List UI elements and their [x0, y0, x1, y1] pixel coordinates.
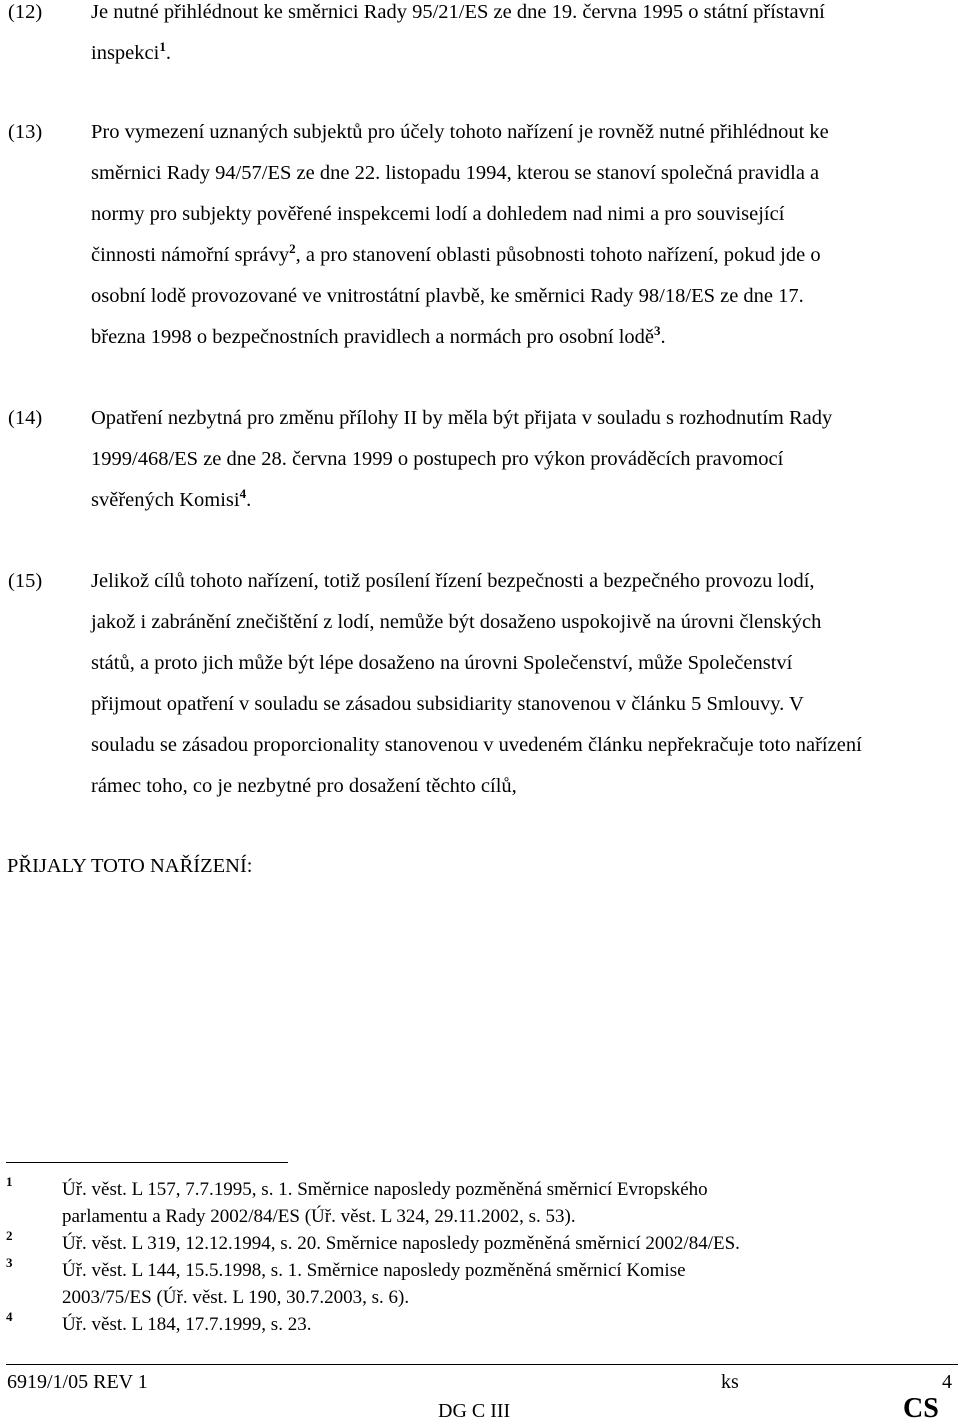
footnote-text: parlamentu a Rady 2002/84/ES (Úř. věst. L 324, 29.11.2002, s. 53).	[62, 1206, 576, 1227]
text-line: svěřených Komisi$^4$.	[91, 486, 252, 511]
text-line: rámec toho, co je nezbytné pro dosažení těchto cílů,	[91, 775, 517, 797]
text-line: Je nutné přihlédnout ke směrnici Rady 95/21/ES ze dne 19. června 1995 o státní přístavní	[91, 1, 825, 23]
footer-page-number: 4	[942, 1371, 952, 1393]
text-line: států, a proto jich může být lépe dosaženo na úrovni Společenství, může Společenství	[91, 652, 793, 674]
recital-text	[91, 561, 954, 807]
footer-initials: ks	[721, 1371, 739, 1393]
footnote-separator	[6, 1162, 288, 1163]
footnote-ref-4: 4	[239, 486, 247, 501]
footnote-text: Úř. věst. L 184, 17.7.1999, s. 23.	[62, 1314, 312, 1335]
text-line: Jelikož cílů tohoto nařízení, totiž posílení řízení bezpečnosti a bezpečného provozu lodí,	[91, 570, 815, 592]
text-line: inspekci$^1$.	[91, 39, 171, 64]
text-line: přijmout opatření v souladu se zásadou subsidiarity stanovenou v článku 5 Smlouvy. V	[91, 693, 804, 715]
enacting-formula: PŘIJALY TOTO NAŘÍZENÍ:	[7, 855, 253, 877]
text-line: jakož i zabránění znečištění z lodí, nemůže být dosaženo uspokojivě na úrovni členských	[91, 611, 822, 633]
footnote-mark: 4	[6, 1309, 13, 1324]
recital-number: (12)	[8, 1, 43, 23]
footnote-ref-3: 3	[654, 323, 661, 338]
recital-text	[91, 0, 954, 74]
text-line: 1999/468/ES ze dne 28. června 1999 o postupech pro výkon prováděcích pravomocí	[91, 448, 784, 470]
footer-language-code: CS	[903, 1393, 939, 1424]
text-line: souladu se zásadou proporcionality stanovenou v uvedeném článku nepřekračuje toto nařízení	[91, 734, 862, 756]
text-line: Pro vymezení uznaných subjektů pro účely tohoto nařízení je rovněž nutné přihlédnout ke	[91, 121, 829, 143]
text-line: března 1998 o bezpečnostních pravidlech a normách pro osobní lodě$^3$.	[91, 323, 666, 348]
footer-rule	[6, 1364, 958, 1365]
footnote-ref-1: 1	[159, 39, 166, 54]
text-line: činnosti námořní správy$^2$, a pro stanovení oblasti působnosti tohoto nařízení, pokud jde o	[91, 241, 821, 266]
recital-number: (14)	[8, 407, 43, 429]
text-line: osobní lodě provozované ve vnitrostátní plavbě, ke směrnici Rady 98/18/ES ze dne 17.	[91, 285, 804, 307]
footer-doc-ref: 6919/1/05 REV 1	[7, 1371, 148, 1393]
recital-text	[91, 112, 954, 358]
footnote-text: Úř. věst. L 157, 7.7.1995, s. 1. Směrnice naposledy pozměněná směrnicí Evropského	[62, 1179, 708, 1200]
text-line: Opatření nezbytná pro změnu přílohy II by měla být přijata v souladu s rozhodnutím Rady	[91, 407, 833, 429]
footnote-text: Úř. věst. L 319, 12.12.1994, s. 20. Směrnice naposledy pozměněná směrnicí 2002/84/ES.	[62, 1233, 740, 1254]
footnote-mark: 1	[6, 1174, 13, 1189]
footnote-text: Úř. věst. L 144, 15.5.1998, s. 1. Směrnice naposledy pozměněná směrnicí Komise	[62, 1260, 686, 1281]
recital-text	[91, 398, 954, 521]
text-line: směrnici Rady 94/57/ES ze dne 22. listopadu 1994, kterou se stanoví společná pravidla a	[91, 162, 820, 184]
footnote-mark: 2	[6, 1228, 13, 1243]
recital-number: (15)	[8, 570, 43, 592]
footnote-text: 2003/75/ES (Úř. věst. L 190, 30.7.2003, s. 6).	[62, 1287, 410, 1308]
text-line: normy pro subjekty pověřené inspekcemi lodí a dohledem nad nimi a pro související	[91, 203, 785, 225]
recital-number: (13)	[8, 121, 43, 143]
footnote-ref-2: 2	[289, 241, 296, 256]
footnote-mark: 3	[6, 1255, 13, 1270]
footer-directorate: DG C III	[438, 1400, 511, 1422]
